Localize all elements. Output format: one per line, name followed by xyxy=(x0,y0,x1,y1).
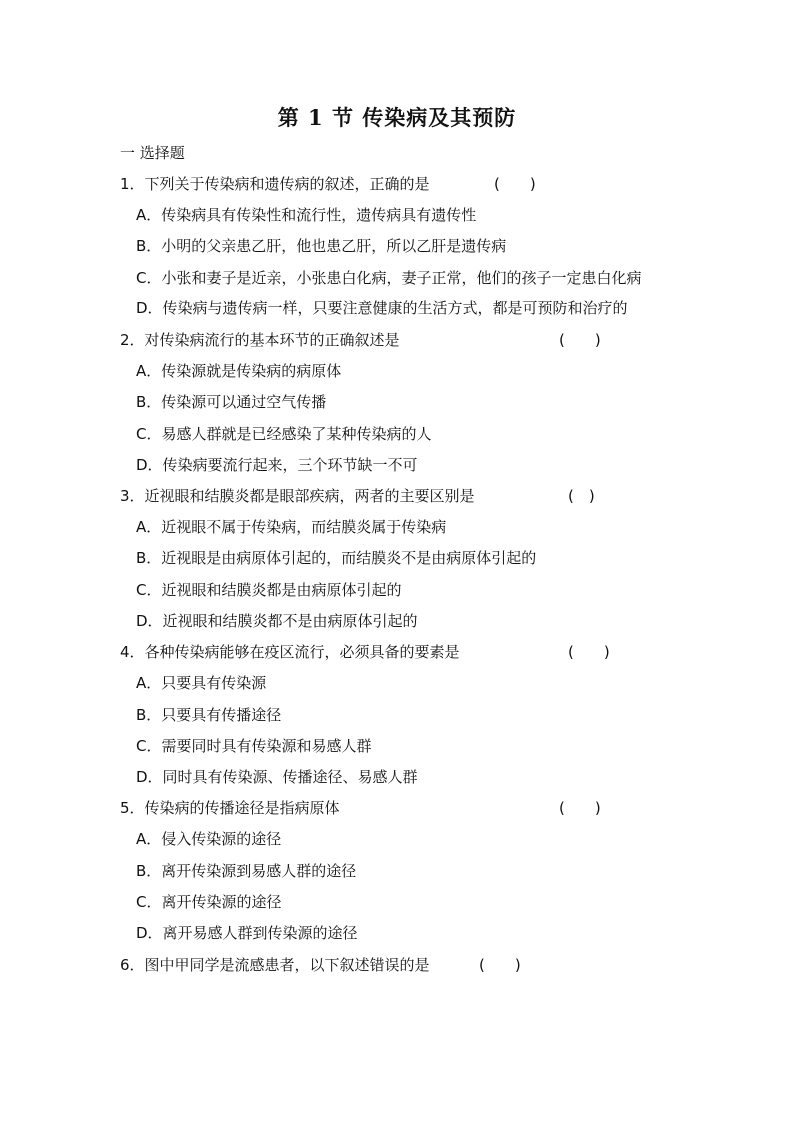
question-4-stem: 4．各种传染病能够在疫区流行，必须具备的要素是 xyxy=(120,643,460,661)
section-heading: 一 选择题 xyxy=(120,144,185,162)
question-2-option-a: A．传染源就是传染病的病原体 xyxy=(136,362,342,380)
question-4-option-b: B．只要具有传播途径 xyxy=(136,706,282,724)
question-4-option-d: D．同时具有传染源、传播途径、易感人群 xyxy=(136,768,418,786)
question-3-option-a: A．近视眼不属于传染病，而结膜炎属于传染病 xyxy=(136,518,447,536)
question-5-option-c: C．离开传染源的途径 xyxy=(136,893,282,911)
question-1-answer-paren: ( ) xyxy=(494,175,536,193)
question-1-option-c: C．小张和妻子是近亲，小张患白化病，妻子正常，他们的孩子一定患白化病 xyxy=(136,269,642,287)
question-2-answer-paren: ( ) xyxy=(559,331,601,349)
question-3-answer-paren: ( ) xyxy=(568,487,595,505)
page-title: 第 1 节 传染病及其预防 xyxy=(277,105,517,130)
question-1-option-d: D．传染病与遗传病一样，只要注意健康的生活方式，都是可预防和治疗的 xyxy=(136,299,628,317)
question-6-stem: 6．图中甲同学是流感患者，以下叙述错误的是 xyxy=(120,956,430,974)
question-6-answer-paren: ( ) xyxy=(479,956,521,974)
question-2-option-c: C．易感人群就是已经感染了某种传染病的人 xyxy=(136,425,432,443)
question-2-option-b: B．传染源可以通过空气传播 xyxy=(136,393,327,411)
question-5-stem: 5．传染病的传播途径是指病原体 xyxy=(120,799,340,817)
question-1-option-b: B．小明的父亲患乙肝，他也患乙肝，所以乙肝是遗传病 xyxy=(136,237,507,255)
question-3-option-c: C．近视眼和结膜炎都是由病原体引起的 xyxy=(136,581,402,599)
question-1-stem: 1．下列关于传染病和遗传病的叙述，正确的是 xyxy=(120,175,430,193)
question-4-answer-paren: ( ) xyxy=(568,643,610,661)
question-5-option-a: A．侵入传染源的途径 xyxy=(136,830,282,848)
question-5-option-b: B．离开传染源到易感人群的途径 xyxy=(136,862,357,880)
question-4-option-c: C．需要同时具有传染源和易感人群 xyxy=(136,737,372,755)
question-1-option-a: A．传染病具有传染性和流行性，遗传病具有遗传性 xyxy=(136,206,477,224)
question-3-stem: 3．近视眼和结膜炎都是眼部疾病，两者的主要区别是 xyxy=(120,487,475,505)
question-2-stem: 2．对传染病流行的基本环节的正确叙述是 xyxy=(120,331,400,349)
question-5-answer-paren: ( ) xyxy=(559,799,601,817)
question-4-option-a: A．只要具有传染源 xyxy=(136,674,267,692)
question-5-option-d: D．离开易感人群到传染源的途径 xyxy=(136,924,358,942)
question-3-option-d: D．近视眼和结膜炎都不是由病原体引起的 xyxy=(136,612,418,630)
question-2-option-d: D．传染病要流行起来，三个环节缺一不可 xyxy=(136,456,418,474)
question-3-option-b: B．近视眼是由病原体引起的，而结膜炎不是由病原体引起的 xyxy=(136,549,537,567)
